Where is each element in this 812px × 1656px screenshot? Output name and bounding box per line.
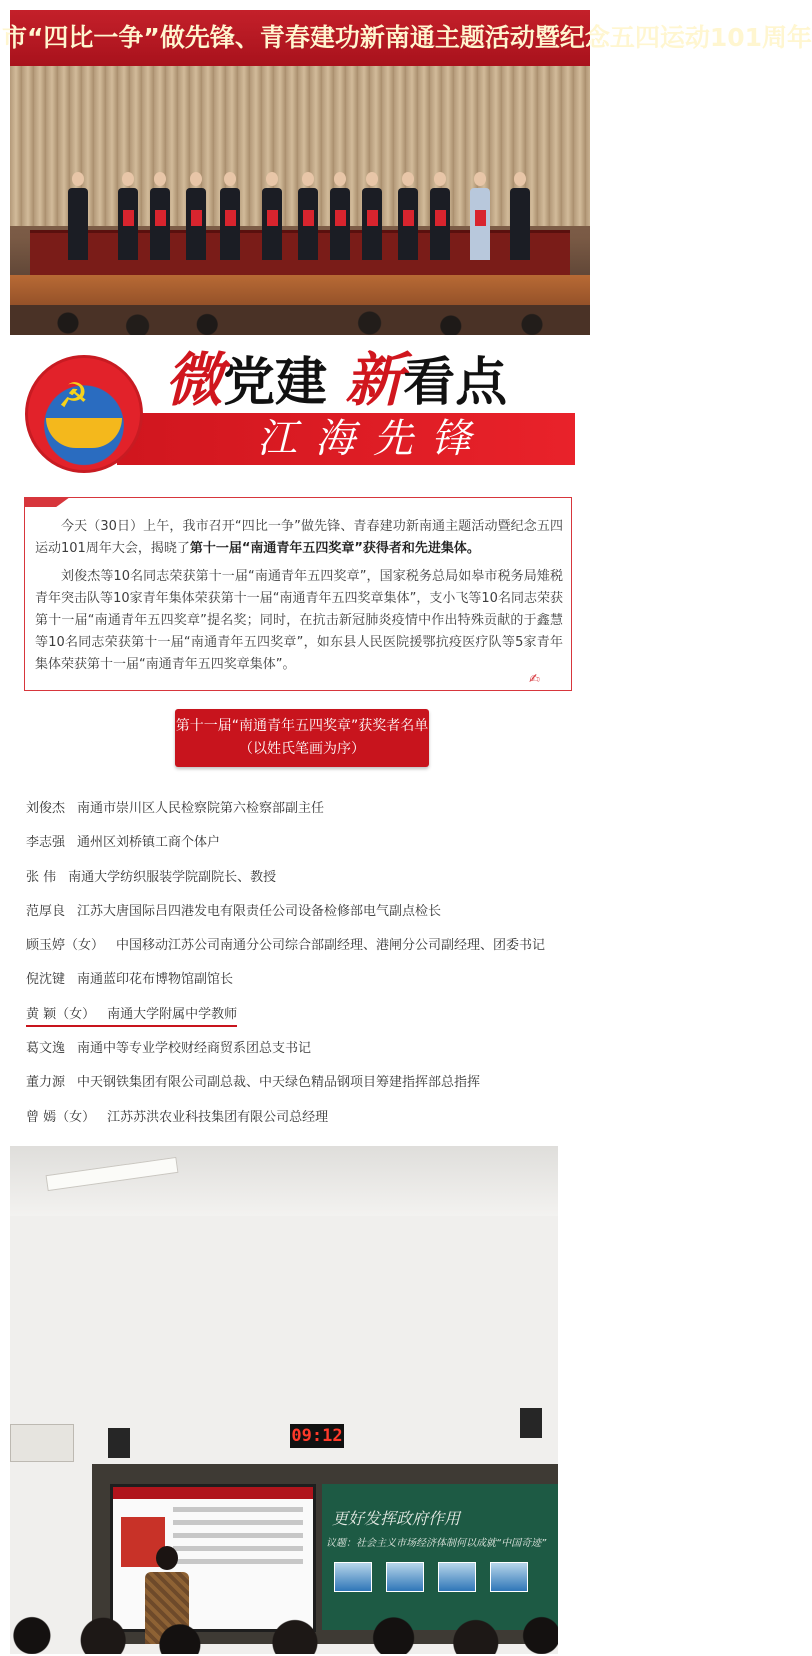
logo-text-2: 看点 [403, 352, 508, 413]
awardee-figure [430, 172, 450, 262]
winner-desc: 通州区刘桥镇工商个体户 [77, 835, 221, 851]
winner-desc: 江苏大唐国际吕四港发电有限责任公司设备检修部电气副点检长 [77, 903, 442, 919]
students [10, 1608, 558, 1654]
winner-desc: 南通大学附属中学教师 [107, 1006, 238, 1022]
list-item [26, 966, 586, 1000]
logo-subtitle: 江海先锋 [257, 416, 489, 462]
winner-name: 葛文逸 [26, 1041, 66, 1057]
winner-name: 倪沈键 [26, 972, 66, 988]
winner-desc: 南通蓝印花布博物馆副馆长 [77, 972, 234, 988]
award-header-subtitle: （以姓氏笔画为序） [239, 741, 365, 757]
banner-text: 市“四比一争”做先锋、青春建功新南通主题活动暨纪念五四运动101周年 [2, 23, 812, 52]
ceremony-banner [2, 10, 812, 66]
list-item [26, 795, 586, 829]
classroom-photo [10, 1146, 558, 1654]
winner-desc: 南通市崇川区人民检察院第六检察部副主任 [77, 801, 325, 816]
list-item [26, 864, 586, 898]
winner-name: 曾 嫣（女） [26, 1109, 96, 1125]
list-item-highlighted [26, 1001, 586, 1035]
winner-desc: 中国移动江苏公司南通分公司综合部副经理、港闸分公司副经理、团委书记 [116, 938, 546, 954]
speaker-icon [108, 1428, 130, 1458]
board-picture [386, 1562, 424, 1592]
logo-title [165, 346, 508, 414]
awardee-figure [362, 172, 382, 262]
award-list-header [175, 709, 429, 767]
signature-mark-icon: ✍ [529, 672, 540, 687]
intro-box [24, 497, 572, 691]
winner-name: 董力源 [26, 1075, 66, 1091]
logo-banner [25, 345, 575, 473]
awardee-figure [330, 172, 350, 262]
list-item [26, 898, 586, 932]
winner-desc: 中天钢铁集团有限公司副总裁、中天绿色精品钢项目筹建指挥部总指挥 [77, 1075, 481, 1091]
intro-text [35, 516, 563, 682]
winners-list [26, 795, 586, 1138]
board-picture [490, 1562, 528, 1592]
awardee-figure [262, 172, 282, 262]
intro-p1-bold: 第十一届“南通青年五四奖章”获得者和先进集体。 [189, 541, 480, 556]
awardee-figure [118, 172, 138, 262]
awardee-figure [150, 172, 170, 262]
winner-name: 黄 颖（女） [26, 1006, 96, 1022]
intro-paragraph-2: 刘俊杰等10名同志荣获第十一届“南通青年五四奖章”，国家税务总局如皋市税务局雉税青年突击队等10家青年集体荣获第十一届“南通青年五四奖章集体”，支小飞等10名同志荣获第十一届“南通青年五四奖章”提名奖；同时，在抗击新冠肺炎疫情中作出特殊贡献的于鑫慧等10名同志荣获第十一届“南通青年五四奖章”，如东县人民医院援鄂抗疫医疗队等5家青年集体荣获第十一届“南通青年五四奖章集体”。 [35, 569, 563, 672]
winner-name: 张 伟 [26, 869, 57, 885]
speaker-icon [520, 1408, 542, 1438]
winner-name: 李志强 [26, 835, 66, 851]
audience [10, 305, 590, 335]
winner-name: 刘俊杰 [26, 801, 66, 816]
intro-paragraph-1 [35, 516, 563, 560]
awardee-figure [398, 172, 418, 262]
logo-char-xin: 新 [345, 346, 404, 414]
winner-name: 顾玉婷（女） [26, 938, 105, 954]
winner-name: 范厚良 [26, 903, 66, 919]
list-item [26, 1104, 586, 1138]
air-conditioner [10, 1424, 74, 1462]
board-picture [334, 1562, 372, 1592]
list-item [26, 1069, 586, 1103]
awardee-figure [220, 172, 240, 262]
party-emblem-icon: ☭ [25, 355, 143, 473]
list-item [26, 829, 586, 863]
chalk-topic: 议题：社会主义市场经济体制何以成就“中国奇迹” [326, 1538, 547, 1549]
logo-text-1: 党建 [223, 352, 328, 413]
logo-char-wei: 微 [165, 346, 224, 414]
board-picture [438, 1562, 476, 1592]
winner-desc: 江苏苏洪农业科技集团有限公司总经理 [107, 1109, 329, 1125]
winner-desc: 南通大学纺织服装学院副院长、教授 [68, 869, 277, 885]
list-item [26, 932, 586, 966]
list-item [26, 1035, 586, 1069]
awardee-figure [298, 172, 318, 262]
corner-decoration [24, 497, 70, 507]
ceremony-photo [2, 10, 812, 335]
awardee-figure [68, 172, 88, 262]
digital-clock: 09:12 [291, 1426, 343, 1446]
winner-desc: 南通中等专业学校财经商贸系团总支书记 [77, 1041, 312, 1057]
intro-p1-text: 今天（30日）上午，我市召开“四比一争”做先锋、青春建功新南通主题活动暨纪念五四运动101周年大会，揭晓了 [35, 519, 563, 556]
chalk-title: 更好发挥政府作用 [332, 1509, 461, 1528]
award-header-title: 第十一届“南通青年五四奖章”获奖者名单 [175, 718, 429, 734]
awardee-figure [470, 172, 490, 262]
awardee-figure [510, 172, 530, 262]
awardee-figure [186, 172, 206, 262]
